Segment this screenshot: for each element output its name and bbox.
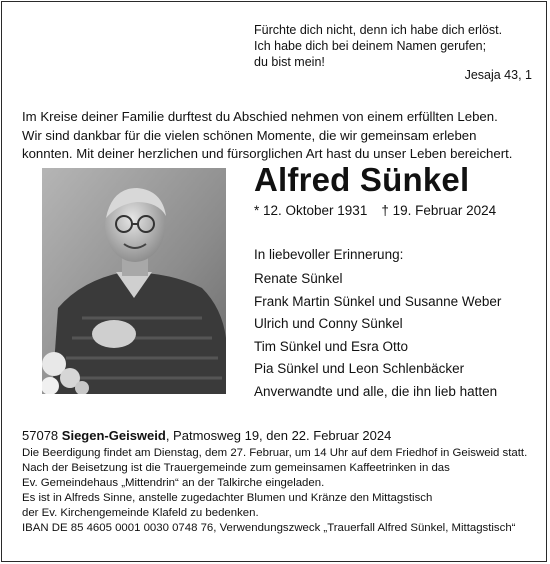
mourner-name: Frank Martin Sünkel und Susanne Weber (254, 293, 502, 309)
birth-date: * 12. Oktober 1931 (254, 203, 368, 218)
mourners-lead: In liebevoller Erinnerung: (254, 247, 404, 262)
verse-line: Ich habe dich bei deinem Namen gerufen; (254, 39, 487, 53)
intro-line: konnten. Mit deiner herzlichen und fürsorglichen Art hast du unser Leben bereichert. (22, 146, 513, 161)
place-date-line (22, 427, 527, 445)
portrait-photo (42, 168, 226, 394)
footer-line: Ev. Gemeindehaus „Mittendrin“ an der Talkirche eingeladen. (22, 477, 325, 489)
city: Siegen-Geisweid (61, 428, 166, 443)
mourner-name: Tim Sünkel und Esra Otto (254, 338, 409, 354)
mourners-list (254, 246, 501, 403)
verse-reference: Jesaja 43, 1 (464, 68, 532, 82)
footer-line: Die Beerdigung findet am Dienstag, dem 27. Februar, um 14 Uhr auf dem Friedhof in Geisweid statt. (22, 447, 528, 459)
deceased-name: Alfred Sünkel (254, 161, 470, 198)
verse-line: du bist mein! (254, 55, 325, 69)
intro-text (22, 108, 512, 164)
mourner-name: Renate Sünkel (254, 271, 343, 286)
mourner-name: Pia Sünkel und Leon Schlenbäcker (254, 361, 465, 376)
intro-line: Im Kreise deiner Familie durftest du Abschied nehmen von einem erfüllten Leben. (22, 109, 498, 124)
death-date: † 19. Februar 2024 (381, 203, 497, 218)
footer-info (22, 427, 527, 536)
footer-line: Es ist in Alfreds Sinne, anstelle zugedachter Blumen und Kränze den Mittagstisch (22, 492, 433, 504)
mourner-name: Ulrich und Conny Sünkel (254, 316, 403, 331)
footer-line: der Ev. Kirchengemeinde Klafeld zu bedenken. (22, 507, 259, 519)
footer-line: IBAN DE 85 4605 0001 0030 0748 76, Verwendungszweck „Trauerfall Alfred Sünkel, Mittagstisch“ (22, 522, 516, 534)
intro-line: Wir sind dankbar für die vielen schönen Momente, die wir gemeinsam erleben (22, 127, 477, 143)
address-date: , Patmosweg 19, den 22. Februar 2024 (165, 428, 392, 443)
mourner-name: Anverwandte und alle, die ihn lieb hatten (254, 383, 498, 399)
life-dates (254, 203, 496, 218)
bible-verse (254, 22, 502, 70)
footer-line: Nach der Beisetzung ist die Trauergemeinde zum gemeinsamen Kaffeetrinken in das (22, 462, 450, 474)
postcode: 57078 (22, 428, 59, 443)
verse-line: Fürchte dich nicht, denn ich habe dich erlöst. (254, 23, 503, 37)
